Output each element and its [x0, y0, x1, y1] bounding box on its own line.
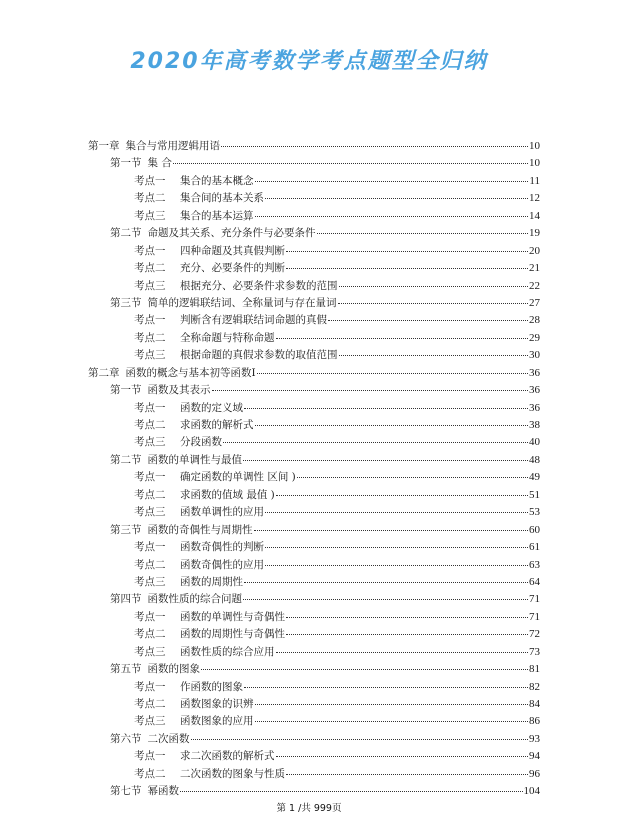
toc-entry-point[interactable] — [88, 417, 540, 434]
dot-leader — [255, 215, 529, 217]
dot-leader — [191, 738, 529, 740]
toc-entry-title: 确定函数的单调性 区间 ) — [180, 471, 296, 484]
toc-entry-section[interactable] — [88, 783, 540, 800]
toc-entry-title: 函数的单调性与最值 — [147, 453, 242, 466]
toc-entry-number: 考点二 — [134, 488, 166, 501]
dot-leader — [221, 145, 528, 147]
toc-entry-number: 第二章 — [88, 366, 120, 379]
toc-entry-number: 第三节 — [110, 523, 142, 536]
toc-entry-title: 求二次函数的解析式 — [180, 750, 275, 763]
toc-page-number: 28 — [529, 314, 540, 327]
toc-entry-label — [134, 679, 243, 696]
toc-entry-label — [110, 155, 172, 172]
dot-leader — [276, 755, 529, 757]
dot-leader — [317, 232, 529, 234]
toc-entry-label — [134, 347, 338, 364]
toc-entry-number: 考点二 — [134, 767, 166, 780]
dot-leader — [244, 407, 528, 409]
toc-entry-label — [88, 138, 220, 155]
toc-entry-number: 考点一 — [134, 244, 166, 257]
toc-page-number: 94 — [529, 750, 540, 763]
toc-entry-number: 考点一 — [134, 174, 166, 187]
toc-entry-label — [134, 330, 275, 347]
toc-entry-label — [110, 661, 200, 678]
toc-entry-label — [110, 295, 337, 312]
toc-entry-label — [88, 365, 256, 382]
dot-leader — [265, 511, 528, 513]
toc-entry-point[interactable] — [88, 696, 540, 713]
table-of-contents — [88, 138, 540, 801]
toc-entry-title: 函数单调性的应用 — [180, 506, 264, 519]
toc-page-number: 53 — [529, 506, 540, 519]
toc-entry-number: 考点二 — [134, 558, 166, 571]
toc-entry-title: 全称命题与特称命题 — [180, 331, 275, 344]
toc-entry-label — [134, 696, 254, 713]
toc-entry-number: 考点三 — [134, 349, 166, 362]
dot-leader — [339, 285, 529, 287]
toc-entry-label — [134, 539, 264, 556]
toc-entry-point[interactable] — [88, 260, 540, 277]
toc-entry-point[interactable] — [88, 679, 540, 696]
toc-entry-label — [110, 225, 316, 242]
toc-entry-number: 考点二 — [134, 192, 166, 205]
toc-entry-section[interactable] — [88, 731, 540, 748]
toc-page-number: 10 — [529, 157, 540, 170]
toc-entry-number: 第五节 — [110, 663, 142, 676]
toc-entry-label — [134, 417, 254, 434]
toc-page-number: 82 — [529, 680, 540, 693]
dot-leader — [255, 703, 529, 705]
toc-entry-section[interactable] — [88, 155, 540, 172]
toc-entry-point[interactable] — [88, 504, 540, 521]
toc-entry-section[interactable] — [88, 225, 540, 242]
dot-leader — [265, 197, 528, 199]
toc-entry-title: 根据充分、必要条件求参数的范围 — [180, 279, 338, 292]
toc-entry-number: 考点一 — [134, 541, 166, 554]
dot-leader — [265, 546, 528, 548]
toc-page-number: 51 — [529, 488, 540, 501]
toc-entry-title: 二次函数 — [147, 732, 190, 745]
toc-entry-number: 第一章 — [88, 140, 120, 152]
toc-entry-label — [110, 591, 242, 608]
toc-entry-title: 集合的基本运算 — [180, 209, 254, 222]
dot-leader — [244, 686, 528, 688]
toc-entry-point[interactable] — [88, 312, 540, 329]
toc-page-number: 11 — [529, 174, 540, 187]
toc-entry-point[interactable] — [88, 173, 540, 190]
toc-page-number: 60 — [529, 523, 540, 536]
toc-page-number: 86 — [529, 715, 540, 728]
toc-entry-number: 考点一 — [134, 471, 166, 484]
dot-leader — [255, 424, 529, 426]
toc-entry-title: 集合间的基本关系 — [180, 192, 264, 205]
toc-entry-title: 简单的逻辑联结词、全称量词与存在量词 — [147, 296, 337, 309]
toc-entry-title: 函数性质的综合应用 — [180, 645, 275, 658]
dot-leader — [286, 633, 528, 635]
dot-leader — [276, 337, 529, 339]
toc-entry-point[interactable] — [88, 190, 540, 207]
toc-entry-point[interactable] — [88, 208, 540, 225]
document-title: 2020年高考数学考点题型全归纳 — [130, 49, 488, 74]
toc-entry-section[interactable] — [88, 661, 540, 678]
toc-entry-point[interactable] — [88, 487, 540, 504]
toc-entry-title: 函数及其表示 — [147, 384, 211, 397]
toc-entry-label — [134, 748, 275, 765]
toc-page-number: 10 — [529, 140, 540, 152]
toc-entry-point[interactable] — [88, 243, 540, 260]
toc-page-number: 71 — [529, 593, 540, 606]
toc-entry-point[interactable] — [88, 557, 540, 574]
dot-leader — [223, 441, 528, 443]
toc-entry-number: 考点一 — [134, 680, 166, 693]
toc-page-number: 81 — [529, 663, 540, 676]
toc-entry-title: 函数图象的识辨 — [180, 698, 254, 710]
toc-page-number: 38 — [529, 419, 540, 431]
toc-entry-label — [134, 173, 254, 190]
toc-page-number: 20 — [529, 244, 540, 257]
toc-entry-point[interactable] — [88, 713, 540, 730]
toc-page-number: 48 — [529, 453, 540, 466]
toc-page-number: 19 — [529, 227, 540, 240]
toc-page-number: 49 — [529, 471, 540, 484]
dot-leader — [254, 529, 529, 531]
toc-entry-number: 考点二 — [134, 419, 166, 431]
toc-entry-label — [110, 522, 253, 539]
toc-page-number: 29 — [529, 331, 540, 344]
toc-entry-title: 幂函数 — [147, 785, 179, 798]
toc-entry-number: 第二节 — [110, 227, 142, 240]
toc-entry-title: 集合与常用逻辑用语 — [125, 140, 220, 152]
toc-entry-label — [134, 208, 254, 225]
toc-entry-label — [134, 766, 285, 783]
toc-entry-label — [134, 190, 264, 207]
page-footer: 第 1 /共 999页 — [276, 803, 342, 814]
toc-entry-title: 二次函数的图象与性质 — [180, 767, 285, 780]
toc-entry-label — [134, 278, 338, 295]
toc-page-number: 30 — [529, 349, 540, 362]
dot-leader — [286, 267, 528, 269]
toc-entry-point[interactable] — [88, 748, 540, 765]
dot-leader — [286, 616, 528, 618]
toc-entry-label — [134, 434, 222, 451]
toc-entry-title: 充分、必要条件的判断 — [180, 262, 285, 275]
toc-entry-title: 函数的周期性 — [180, 575, 243, 588]
toc-entry-title: 集 合 — [147, 157, 172, 170]
toc-page-number: 61 — [529, 541, 540, 554]
dot-leader — [276, 651, 529, 653]
toc-entry-title: 函数的单调性与奇偶性 — [180, 610, 285, 623]
toc-page-number: 36 — [529, 401, 540, 414]
dot-leader — [328, 319, 528, 321]
toc-entry-number: 第一节 — [110, 384, 142, 397]
toc-entry-title: 函数的图象 — [147, 663, 200, 676]
toc-entry-number: 第二节 — [110, 453, 142, 466]
toc-entry-number: 考点三 — [134, 715, 166, 728]
toc-entry-label — [134, 626, 285, 643]
toc-entry-title: 四种命题及其真假判断 — [180, 244, 285, 257]
toc-entry-title: 判断含有逻辑联结词命题的真假 — [180, 314, 327, 327]
toc-entry-number: 第三节 — [110, 296, 142, 309]
toc-entry-number: 考点二 — [134, 628, 166, 641]
dot-leader — [244, 581, 528, 583]
toc-entry-number: 第一节 — [110, 157, 142, 170]
dot-leader — [338, 302, 529, 304]
toc-entry-title: 求函数的解析式 — [180, 419, 254, 431]
toc-entry-point[interactable] — [88, 609, 540, 626]
toc-entry-title: 根据命题的真假求参数的取值范围 — [180, 349, 338, 362]
toc-page-number: 12 — [529, 192, 540, 205]
toc-entry-point[interactable] — [88, 434, 540, 451]
toc-entry-point[interactable] — [88, 330, 540, 347]
toc-entry-title: 函数奇偶性的应用 — [180, 558, 264, 571]
toc-entry-number: 考点三 — [134, 209, 166, 222]
toc-entry-title: 函数性质的综合问题 — [147, 593, 242, 606]
dot-leader — [173, 162, 528, 164]
toc-entry-number: 考点二 — [134, 698, 166, 710]
toc-entry-number: 考点三 — [134, 279, 166, 292]
toc-entry-title: 求函数的值域 最值 ) — [180, 488, 275, 501]
toc-page-number: 27 — [529, 296, 540, 309]
toc-entry-number: 考点一 — [134, 314, 166, 327]
toc-entry-section[interactable] — [88, 522, 540, 539]
toc-entry-label — [134, 557, 264, 574]
dot-leader — [265, 564, 528, 566]
toc-entry-label — [134, 487, 275, 504]
dot-leader — [257, 372, 528, 374]
toc-page-number: 22 — [529, 279, 540, 292]
toc-entry-number: 考点二 — [134, 262, 166, 275]
dot-leader — [201, 668, 528, 670]
dot-leader — [286, 250, 528, 252]
toc-page-number: 36 — [529, 366, 540, 379]
dot-leader — [276, 494, 528, 496]
toc-entry-title: 函数的概念与基本初等函数Ⅰ — [125, 366, 256, 379]
toc-entry-point[interactable] — [88, 539, 540, 556]
toc-page-number: 40 — [529, 436, 540, 449]
toc-page-number: 21 — [529, 262, 540, 275]
toc-entry-label — [134, 504, 264, 521]
dot-leader — [255, 180, 529, 182]
dot-leader — [243, 459, 528, 461]
toc-entry-point[interactable] — [88, 766, 540, 783]
toc-entry-section[interactable] — [88, 452, 540, 469]
toc-entry-label — [134, 400, 243, 417]
toc-entry-label — [134, 574, 243, 591]
toc-entry-title: 函数的奇偶性与周期性 — [147, 523, 253, 536]
toc-entry-title: 函数的定义域 — [180, 401, 243, 414]
toc-entry-point[interactable] — [88, 400, 540, 417]
toc-entry-label — [110, 783, 179, 800]
toc-page-number: 72 — [529, 628, 540, 641]
dot-leader — [180, 790, 523, 792]
dot-leader — [297, 476, 528, 478]
toc-entry-point[interactable] — [88, 469, 540, 486]
toc-page-number: 84 — [529, 698, 540, 710]
toc-entry-chapter[interactable] — [88, 365, 540, 382]
toc-entry-number: 第四节 — [110, 593, 142, 606]
toc-entry-title: 命题及其关系、充分条件与必要条件 — [147, 227, 316, 240]
toc-page-number: 73 — [529, 645, 540, 658]
toc-page-number: 14 — [529, 209, 540, 222]
toc-entry-number: 考点一 — [134, 401, 166, 414]
toc-entry-label — [134, 469, 296, 486]
toc-entry-number: 考点一 — [134, 610, 166, 623]
toc-page-number: 93 — [529, 732, 540, 745]
dot-leader — [339, 354, 529, 356]
toc-entry-number: 第七节 — [110, 785, 142, 798]
toc-entry-point[interactable] — [88, 626, 540, 643]
toc-entry-number: 考点二 — [134, 331, 166, 344]
toc-entry-point[interactable] — [88, 278, 540, 295]
toc-page-number: 64 — [529, 575, 540, 588]
toc-entry-section[interactable] — [88, 295, 540, 312]
toc-entry-label — [134, 312, 327, 329]
dot-leader — [286, 773, 528, 775]
toc-entry-label — [110, 452, 242, 469]
toc-entry-number: 考点三 — [134, 645, 166, 658]
toc-entry-number: 考点三 — [134, 506, 166, 519]
toc-entry-number: 考点三 — [134, 575, 166, 588]
toc-entry-label — [110, 382, 211, 399]
toc-entry-point[interactable] — [88, 644, 540, 661]
dot-leader — [212, 389, 529, 391]
toc-entry-title: 分段函数 — [180, 436, 222, 449]
dot-leader — [243, 598, 528, 600]
toc-entry-chapter[interactable] — [88, 138, 540, 155]
toc-entry-number: 第六节 — [110, 732, 142, 745]
toc-entry-title: 集合的基本概念 — [180, 174, 254, 187]
toc-entry-label — [134, 713, 254, 730]
toc-entry-section[interactable] — [88, 382, 540, 399]
toc-entry-title: 函数的周期性与奇偶性 — [180, 628, 285, 641]
toc-entry-number: 考点三 — [134, 436, 166, 449]
dot-leader — [255, 720, 529, 722]
toc-entry-title: 作函数的图象 — [180, 680, 243, 693]
toc-entry-label — [134, 243, 285, 260]
toc-entry-label — [134, 260, 285, 277]
toc-page-number: 36 — [529, 384, 540, 397]
toc-page-number: 63 — [529, 558, 540, 571]
toc-entry-label — [134, 609, 285, 626]
toc-entry-title: 函数图象的应用 — [180, 715, 254, 728]
toc-entry-label — [110, 731, 190, 748]
toc-entry-number: 考点一 — [134, 750, 166, 763]
toc-page-number: 104 — [523, 785, 540, 798]
toc-entry-title: 函数奇偶性的判断 — [180, 541, 264, 554]
toc-entry-point[interactable] — [88, 574, 540, 591]
toc-entry-section[interactable] — [88, 591, 540, 608]
toc-page-number: 96 — [529, 767, 540, 780]
toc-page-number: 71 — [529, 610, 540, 623]
toc-entry-point[interactable] — [88, 347, 540, 364]
toc-entry-label — [134, 644, 275, 661]
